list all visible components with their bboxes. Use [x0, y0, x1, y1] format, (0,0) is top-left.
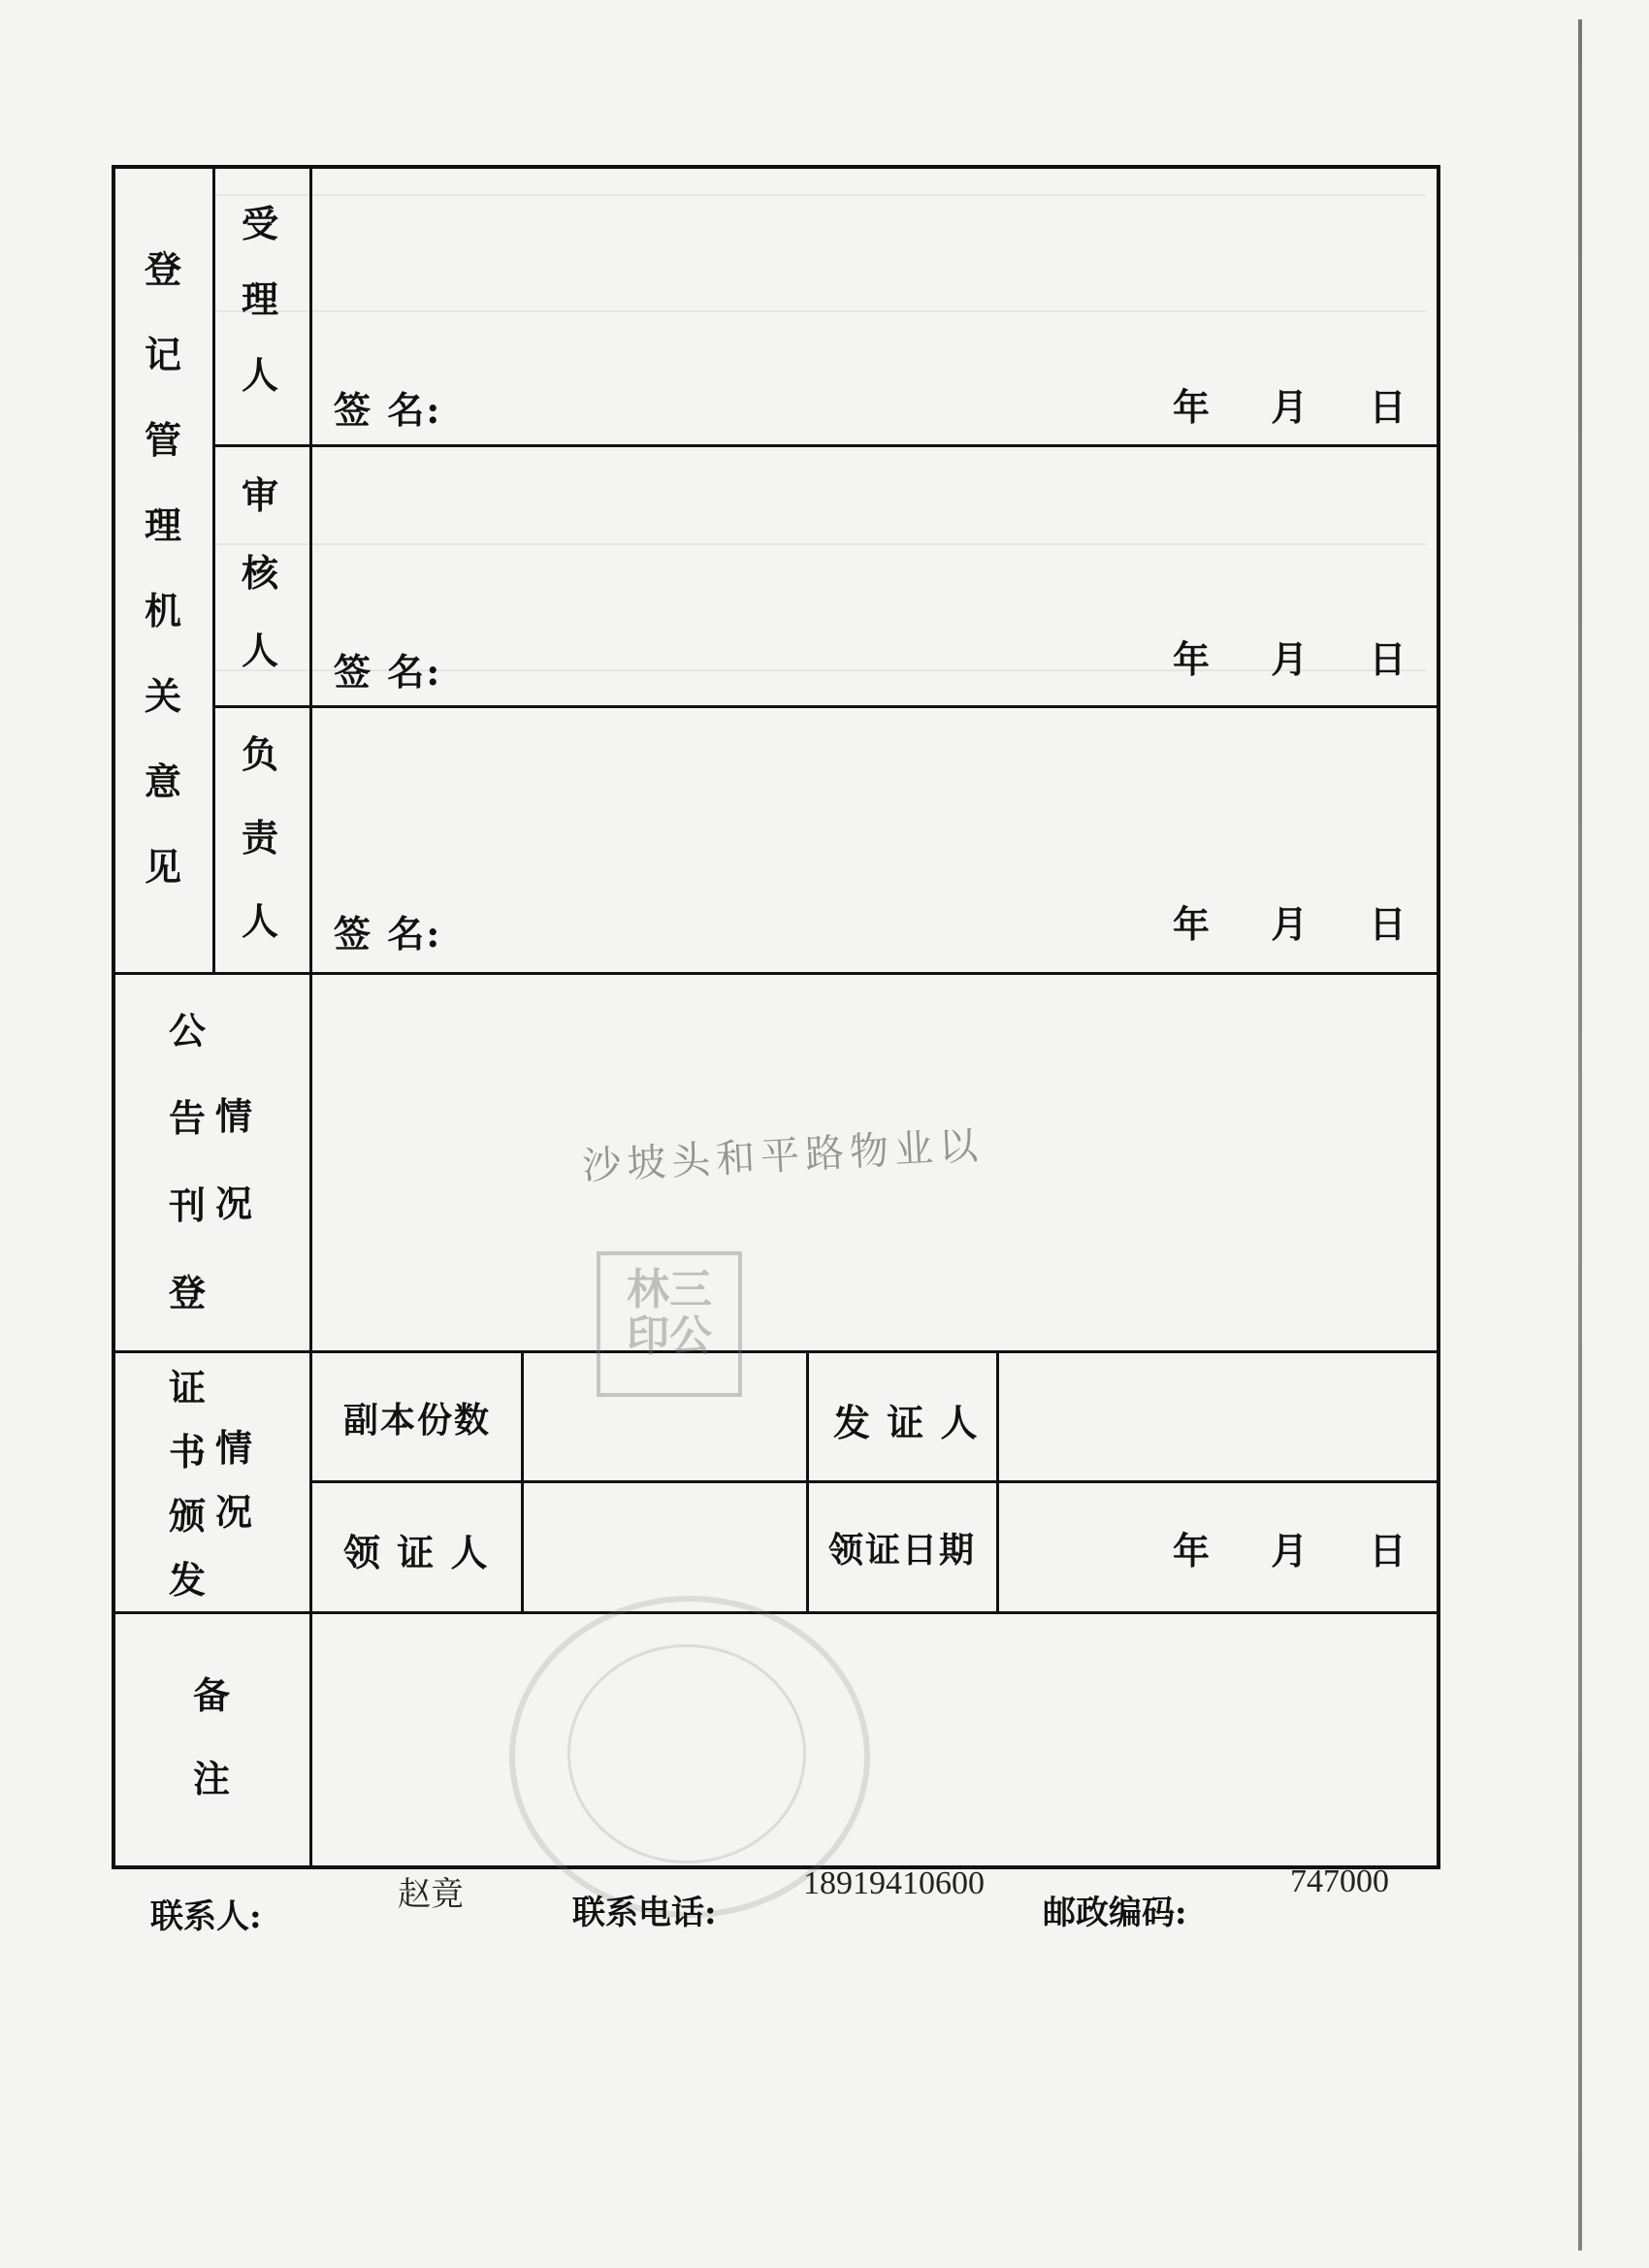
day-label: 日 — [1369, 1529, 1406, 1572]
row-divider — [212, 444, 1437, 447]
copies-count-label: 副本份数 — [343, 1400, 492, 1441]
month-label: 月 — [1271, 902, 1309, 946]
announcement-label-col2 — [215, 1094, 253, 1225]
label-char: 情 — [215, 1094, 253, 1138]
registry-opinion-label — [145, 247, 182, 889]
receiver-label: 领 证 人 — [343, 1531, 490, 1574]
postcode-value: 747000 — [1290, 1863, 1389, 1899]
registration-form-table — [112, 165, 1440, 1869]
label-char: 公 — [169, 1009, 207, 1053]
day-label: 日 — [1369, 902, 1406, 946]
label-char: 登 — [145, 247, 182, 291]
label-char: 情 — [215, 1426, 253, 1470]
handwritten-note: 沙坡头和平路物业以 — [581, 1123, 986, 1189]
role-char: 人 — [242, 353, 279, 397]
role-responsible-label — [242, 732, 279, 943]
year-label: 年 — [1173, 637, 1211, 681]
responsible-signature-label: 签 名: — [334, 912, 442, 956]
certificate-label-col2 — [215, 1426, 253, 1534]
column-divider — [996, 1350, 999, 1611]
label-char: 刊 — [169, 1183, 207, 1227]
column-divider — [212, 169, 215, 972]
receive-date-label: 领证日期 — [828, 1530, 977, 1571]
year-label: 年 — [1173, 902, 1211, 946]
label-char: 理 — [145, 503, 182, 547]
label-char: 意 — [145, 760, 182, 803]
reviewer-date — [1173, 630, 1406, 683]
month-label: 月 — [1271, 385, 1309, 429]
role-char: 理 — [242, 277, 279, 321]
page-edge-shadow — [1578, 19, 1582, 2251]
row-divider — [115, 1611, 1437, 1614]
year-label: 年 — [1173, 1529, 1211, 1572]
role-char: 核 — [242, 551, 279, 595]
role-char: 受 — [242, 202, 279, 245]
label-char: 备 — [193, 1673, 231, 1717]
role-reviewer-label — [242, 473, 279, 672]
accepter-signature-label: 签 名: — [334, 388, 442, 432]
label-char: 注 — [193, 1757, 231, 1800]
month-label: 月 — [1271, 637, 1309, 681]
responsible-date — [1173, 894, 1406, 948]
row-divider — [115, 1350, 1437, 1353]
label-char: 管 — [145, 418, 182, 462]
label-char: 机 — [145, 589, 182, 632]
role-char: 人 — [242, 899, 279, 943]
reviewer-signature-label: 签 名: — [334, 650, 442, 694]
label-char: 况 — [215, 1490, 253, 1534]
accepter-date — [1173, 377, 1406, 431]
postcode-label: 邮政编码: — [1043, 1894, 1187, 1932]
year-label: 年 — [1173, 385, 1211, 429]
issuer-label: 发 证 人 — [833, 1401, 980, 1444]
stamp-line: 林三 — [627, 1265, 712, 1314]
receive-date — [1173, 1521, 1406, 1574]
round-seal-mark-inner — [567, 1644, 806, 1863]
role-char: 责 — [242, 816, 279, 859]
label-char: 证 — [169, 1366, 207, 1409]
contact-phone-value: 18919410600 — [803, 1865, 985, 1901]
announcement-label-col1 — [169, 1009, 207, 1314]
day-label: 日 — [1369, 385, 1406, 429]
certificate-label-col1 — [169, 1366, 207, 1602]
row-divider — [212, 705, 1437, 708]
role-char: 审 — [242, 473, 279, 517]
label-char: 记 — [145, 333, 182, 376]
month-label: 月 — [1271, 1529, 1309, 1572]
column-divider — [309, 169, 312, 1869]
square-seal-stamp — [597, 1251, 742, 1397]
label-char: 登 — [169, 1271, 207, 1314]
contact-person-value: 赵竟 — [398, 1877, 464, 1913]
label-char: 颁 — [169, 1494, 207, 1538]
contact-person-label: 联系人: — [150, 1897, 262, 1936]
row-divider — [309, 1480, 1437, 1483]
row-divider — [115, 972, 1437, 975]
label-char: 况 — [215, 1182, 253, 1225]
column-divider — [521, 1350, 524, 1611]
day-label: 日 — [1369, 637, 1406, 681]
label-char: 书 — [169, 1430, 207, 1474]
contact-phone-label: 联系电话: — [572, 1894, 717, 1932]
column-divider — [806, 1350, 809, 1611]
label-char: 发 — [169, 1558, 207, 1602]
role-accepter-label — [242, 202, 279, 397]
remarks-label — [193, 1673, 231, 1800]
stamp-line: 印公 — [627, 1312, 712, 1362]
role-char: 人 — [242, 629, 279, 672]
role-char: 负 — [242, 732, 279, 776]
label-char: 见 — [145, 845, 182, 889]
label-char: 告 — [169, 1096, 207, 1140]
label-char: 关 — [145, 674, 182, 718]
